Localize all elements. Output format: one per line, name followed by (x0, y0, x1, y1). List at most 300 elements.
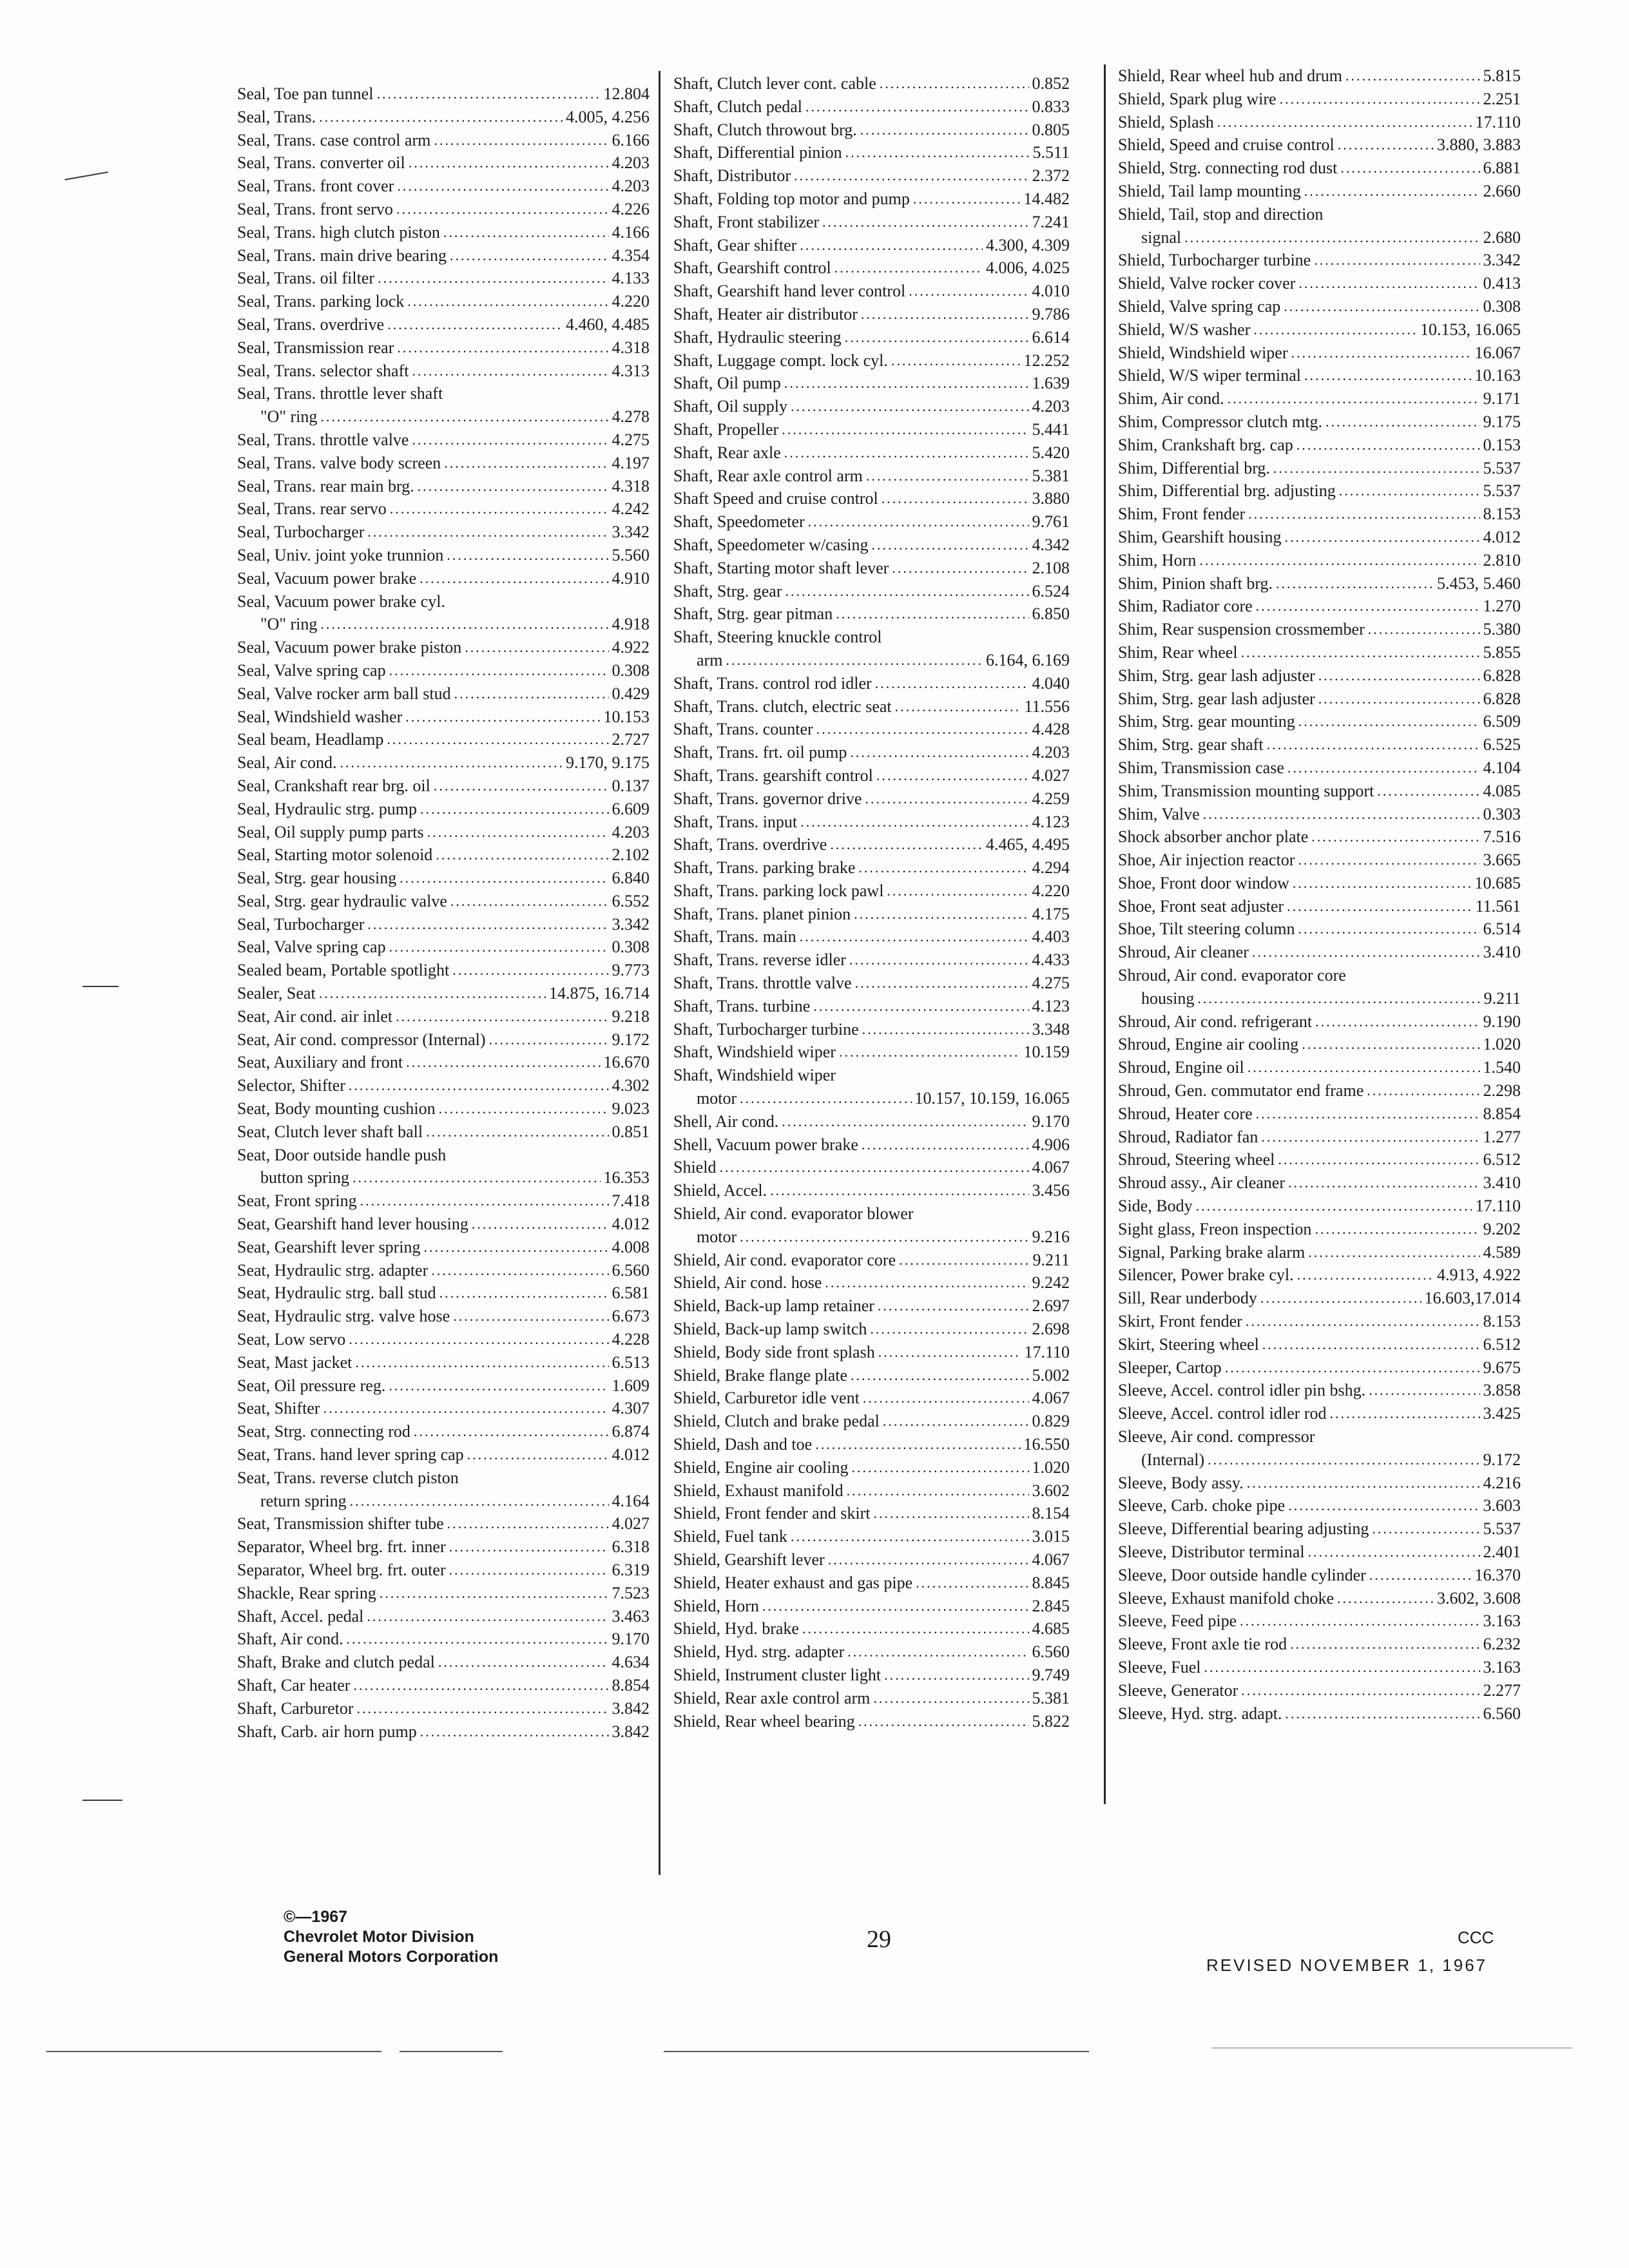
entry-label: Shaft, Trans. governor drive (673, 789, 862, 808)
entry-page-ref: 6.166 (612, 130, 650, 149)
entry-label: Shim, Radiator core (1118, 597, 1253, 616)
index-column-2 (673, 72, 1070, 1733)
index-entry (673, 1548, 1070, 1571)
index-entry (237, 198, 650, 221)
index-entry (673, 234, 1070, 257)
entry-label: Shaft, Rear axle (673, 443, 781, 462)
leader-dots (1298, 849, 1480, 872)
entry-label: Shim, Strg. gear shaft (1118, 735, 1264, 754)
entry-page-ref: 5.537 (1483, 1519, 1521, 1539)
entry-label: Shroud assy., Air cleaner (1118, 1173, 1285, 1193)
leader-dots (1288, 1171, 1480, 1195)
leader-dots (882, 487, 1029, 510)
leader-dots (419, 567, 608, 590)
entry-page-ref: 2.845 (1032, 1596, 1070, 1615)
entry-page-ref: 2.401 (1483, 1542, 1521, 1561)
index-entry (237, 1097, 650, 1120)
index-entry (1118, 1195, 1521, 1218)
index-entry (237, 659, 650, 682)
entry-label: Seal, Strg. gear hydraulic valve (237, 891, 447, 910)
leader-dots (1276, 572, 1434, 595)
entry-page-ref: 9.761 (1032, 512, 1070, 532)
entry-page-ref: 4.067 (1032, 1389, 1070, 1408)
entry-page-ref: 6.232 (1483, 1635, 1521, 1654)
entry-label: Shield, Back-up lamp retainer (673, 1296, 874, 1316)
leader-dots (847, 1479, 1029, 1503)
entry-label: Shield, Brake flange plate (673, 1365, 848, 1385)
leader-dots (1318, 687, 1480, 711)
entry-label: Shaft, Strg. gear pitman (673, 604, 833, 624)
entry-page-ref: 2.102 (612, 845, 650, 865)
leader-dots (1208, 1448, 1480, 1472)
index-entry (237, 1236, 650, 1259)
entry-label: Shaft, Strg. gear (673, 581, 782, 601)
index-entry (237, 590, 650, 637)
entry-label: Shaft, Trans. reverse idler (673, 950, 846, 970)
leader-dots (406, 1051, 600, 1074)
entry-label: Shield, Tail, stop and direction (1118, 204, 1324, 224)
entry-page-ref: 4.027 (612, 1514, 650, 1533)
leader-dots (320, 613, 608, 636)
entry-label: Shaft, Rear axle control arm (673, 466, 863, 485)
leader-dots (1273, 457, 1480, 480)
scan-mark (82, 1800, 122, 1801)
entry-page-ref: 1.020 (1483, 1035, 1521, 1054)
entry-page-ref: 9.171 (1483, 389, 1521, 408)
entry-label: Seal, Valve spring cap (237, 660, 386, 680)
entry-page-ref: 3.456 (1032, 1181, 1070, 1200)
index-entry (1118, 1564, 1521, 1587)
leader-dots (862, 1133, 1029, 1157)
entry-label: Shroud, Heater core (1118, 1104, 1253, 1123)
leader-dots (418, 475, 609, 498)
entry-label: Shaft, Trans. planet pinion (673, 904, 851, 923)
entry-page-ref: 6.881 (1483, 159, 1521, 178)
index-entry (1118, 133, 1521, 157)
index-entry (237, 497, 650, 521)
index-entry (1118, 249, 1521, 272)
index-entry (237, 1074, 650, 1097)
entry-page-ref: 3.348 (1032, 1019, 1070, 1039)
entry-page-ref: 4.313 (612, 361, 650, 380)
index-entry (1118, 1287, 1521, 1310)
entry-page-ref: 3.463 (612, 1606, 650, 1626)
index-entry (1118, 1356, 1521, 1379)
entry-page-ref: 4.085 (1483, 781, 1521, 800)
entry-page-ref: 2.697 (1032, 1296, 1070, 1316)
entry-label: Separator, Wheel brg. frt. inner (237, 1537, 446, 1557)
leader-dots (439, 1097, 609, 1120)
leader-dots (1248, 503, 1480, 526)
entry-label: Shaft, Front stabilizer (673, 212, 820, 231)
index-entry (237, 428, 650, 452)
leader-dots (472, 1213, 609, 1236)
entry-label: Sill, Rear underbody (1118, 1289, 1257, 1308)
entry-page-ref: 2.298 (1483, 1081, 1521, 1100)
index-entry (237, 1535, 650, 1559)
entry-label: Seat, Air cond. air inlet (237, 1006, 393, 1026)
entry-label: Seal, Valve rocker arm ball stud (237, 684, 451, 703)
entry-page-ref: 2.727 (612, 730, 650, 749)
entry-label: Seal, Trans. selector shaft (237, 361, 409, 380)
entry-label: Shim, Valve (1118, 804, 1200, 823)
entry-page-ref: 8.854 (1483, 1104, 1521, 1123)
entry-continuation: return spring (260, 1491, 347, 1510)
index-entry (1118, 387, 1521, 410)
leader-dots (376, 82, 600, 106)
entry-label: Shaft, Car heater (237, 1675, 351, 1695)
leader-dots (726, 649, 983, 672)
index-entry (1118, 1010, 1521, 1033)
index-entry (237, 1443, 650, 1466)
index-entry (1118, 618, 1521, 641)
index-entry (673, 280, 1070, 303)
entry-label: Seat, Oil pressure reg. (237, 1376, 386, 1395)
entry-page-ref: 4.906 (1032, 1135, 1070, 1154)
index-entry (1118, 872, 1521, 895)
entry-page-ref: 4.278 (612, 407, 650, 427)
entry-label: Seal, Air cond. (237, 753, 337, 773)
entry-label: Seat, Transmission shifter tube (237, 1514, 444, 1533)
entry-label: Sleeve, Front axle tie rod (1118, 1635, 1287, 1654)
index-entry (673, 256, 1070, 280)
index-entry (673, 1318, 1070, 1341)
entry-label: Shield, Carburetor idle vent (673, 1389, 860, 1408)
leader-dots (389, 659, 609, 682)
entry-page-ref: 0.851 (612, 1122, 650, 1141)
entry-page-ref: 7.516 (1483, 827, 1521, 847)
entry-page-ref: 6.874 (612, 1422, 650, 1441)
index-entry (237, 313, 650, 336)
entry-label: Shoe, Front seat adjuster (1118, 896, 1284, 916)
leader-dots (1262, 1333, 1480, 1356)
entry-page-ref: 3.342 (612, 914, 650, 934)
index-entry (673, 1294, 1070, 1318)
entry-label: Shaft, Trans. parking lock pawl (673, 881, 884, 900)
entry-page-ref: 9.211 (1483, 988, 1521, 1008)
index-entry (1118, 1148, 1521, 1171)
entry-page-ref: 6.609 (612, 799, 650, 818)
entry-label: Shaft, Trans. overdrive (673, 835, 827, 854)
leader-dots (319, 982, 546, 1005)
entry-label: Shaft, Windshield wiper (673, 1066, 836, 1085)
entry-label: Shock absorber anchor plate (1118, 827, 1309, 847)
entry-page-ref: 3.842 (612, 1722, 650, 1741)
leader-dots (387, 728, 608, 751)
leader-dots (916, 1571, 1028, 1595)
index-entry (1118, 1402, 1521, 1425)
index-entry (1118, 64, 1521, 88)
entry-label: Shield (673, 1158, 717, 1177)
entry-label: Shield, Hyd. strg. adapter (673, 1642, 845, 1662)
entry-page-ref: 6.319 (612, 1561, 650, 1579)
index-entry (237, 1374, 650, 1398)
entry-label: Seat, Mast jacket (237, 1352, 352, 1372)
entry-label: Separator, Wheel brg. frt. outer (237, 1561, 446, 1579)
leader-dots (319, 106, 563, 129)
leader-dots (412, 428, 608, 452)
leader-dots (880, 72, 1029, 95)
entry-page-ref: 0.303 (1483, 804, 1521, 823)
entry-label: Seal, Trans. valve body screen (237, 453, 441, 472)
leader-dots (397, 175, 608, 198)
index-entry (673, 1664, 1070, 1687)
index-entry (673, 1249, 1070, 1272)
index-entry (1118, 318, 1521, 341)
entry-label: Seal, Turbocharger (237, 523, 365, 542)
entry-page-ref: 6.581 (612, 1283, 650, 1303)
index-entry (237, 774, 650, 798)
leader-dots (1199, 549, 1480, 572)
index-entry (237, 1351, 650, 1374)
index-entry (237, 1651, 650, 1674)
entry-label: Seat, Shifter (237, 1399, 320, 1418)
entry-page-ref: 3.425 (1483, 1404, 1521, 1423)
index-entry (237, 751, 650, 774)
index-entry (237, 913, 650, 936)
entry-page-ref: 9.023 (612, 1099, 650, 1119)
footer-rule (400, 2051, 503, 2052)
entry-label: Seal, Trans. main drive bearing (237, 245, 447, 265)
entry-label: Seal, Trans. converter oil (237, 153, 405, 173)
entry-label: Seat, Hydraulic strg. ball stud (237, 1283, 436, 1303)
index-entry (237, 1120, 650, 1144)
entry-label: Shaft, Oil pump (673, 374, 781, 393)
leader-dots (845, 141, 1030, 164)
entry-page-ref: 9.218 (612, 1006, 650, 1026)
entry-label: Seal, Strg. gear housing (237, 869, 397, 888)
leader-dots (409, 151, 609, 175)
entry-label: Seat, Clutch lever shaft ball (237, 1122, 423, 1141)
leader-dots (740, 1087, 911, 1110)
index-entry (1118, 1102, 1521, 1126)
index-entry (673, 1387, 1070, 1410)
entry-label: Shield, Windshield wiper (1118, 343, 1288, 362)
entry-page-ref: 2.108 (1032, 558, 1070, 577)
entry-page-ref: 8.845 (1032, 1573, 1070, 1592)
entry-page-ref: 3.665 (1483, 850, 1521, 870)
index-entry (237, 151, 650, 175)
leader-dots (800, 925, 1029, 948)
entry-page-ref: 6.509 (1483, 712, 1521, 731)
index-entry (237, 175, 650, 198)
leader-dots (782, 418, 1028, 441)
index-entry (1118, 1033, 1521, 1056)
entry-page-ref: 0.429 (612, 684, 650, 703)
entry-label: Shield, Front fender and skirt (673, 1504, 871, 1523)
entry-label: Seal, Trans. case control arm (237, 130, 431, 149)
index-entry (1118, 1379, 1521, 1402)
entry-label: Shim, Crankshaft brg. cap (1118, 435, 1293, 454)
entry-label: Shaft, Brake and clutch pedal (237, 1653, 435, 1672)
index-entry (673, 95, 1070, 119)
leader-dots (454, 682, 609, 706)
index-entry (237, 1674, 650, 1697)
leader-dots (876, 764, 1029, 787)
leader-dots (390, 497, 609, 521)
leader-dots (1338, 133, 1434, 157)
index-entry (673, 811, 1070, 834)
entry-continuation: motor (697, 1227, 737, 1246)
leader-dots (800, 811, 1028, 834)
index-entry (1118, 803, 1521, 826)
index-entry (673, 1064, 1070, 1110)
entry-label: Seat, Body mounting cushion (237, 1099, 436, 1119)
leader-dots (858, 856, 1028, 879)
entry-label: Shaft, Trans. turbine (673, 996, 811, 1015)
index-entry (1118, 457, 1521, 480)
index-entry (1118, 1541, 1521, 1564)
entry-page-ref: 14.482 (1023, 189, 1070, 208)
entry-page-ref: 9.170, 9.175 (566, 753, 650, 773)
entry-page-ref: 4.685 (1032, 1619, 1070, 1639)
entry-page-ref: 0.137 (612, 776, 650, 795)
index-entry (1118, 1494, 1521, 1517)
leader-dots (895, 695, 1021, 718)
entry-page-ref: 6.525 (1483, 735, 1521, 754)
entry-page-ref: 17.110 (1475, 112, 1521, 131)
leader-dots (426, 1120, 608, 1144)
leader-dots (855, 972, 1029, 995)
entry-label: Shield, Strg. connecting rod dust (1118, 159, 1338, 178)
entry-label: Seal, Vacuum power brake cyl. (237, 591, 445, 611)
entry-label: Shaft, Folding top motor and pump (673, 189, 910, 208)
entry-label: Shield, Turbocharger turbine (1118, 251, 1311, 270)
index-entry (237, 1512, 650, 1535)
index-entry (1118, 503, 1521, 526)
entry-label: Seat, Front spring (237, 1191, 357, 1211)
leader-dots (450, 244, 609, 267)
leader-dots (407, 290, 608, 313)
leader-dots (784, 372, 1029, 395)
entry-label: Shaft, Trans. gearshift control (673, 765, 873, 785)
leader-dots (1325, 410, 1480, 434)
leader-dots (431, 1259, 608, 1282)
entry-label: Seal, Vacuum power brake piston (237, 638, 462, 657)
index-entry (673, 395, 1070, 418)
entry-page-ref: 3.163 (1483, 1657, 1521, 1677)
index-entry (1118, 1218, 1521, 1241)
leader-dots (396, 1005, 608, 1028)
column-divider-left (659, 71, 660, 1875)
entry-page-ref: 0.833 (1032, 97, 1070, 116)
leader-dots (400, 867, 608, 890)
index-entry (237, 1559, 650, 1582)
leader-dots (1197, 987, 1480, 1010)
entry-page-ref: 0.852 (1032, 74, 1070, 93)
index-entry (237, 106, 650, 129)
entry-page-ref: 6.552 (612, 891, 650, 910)
index-entry (237, 544, 650, 567)
leader-dots (1315, 1010, 1480, 1033)
leader-dots (791, 1525, 1029, 1548)
entry-page-ref: 16.550 (1023, 1435, 1070, 1454)
index-entry (673, 326, 1070, 349)
leader-dots (1298, 272, 1480, 295)
entry-page-ref: 4.342 (1032, 535, 1070, 554)
leader-dots (367, 521, 608, 544)
entry-page-ref: 5.380 (1483, 620, 1521, 639)
entry-label: Shield, Heater exhaust and gas pipe (673, 1573, 913, 1592)
entry-label: Shaft, Distributor (673, 166, 791, 186)
entry-page-ref: 8.154 (1032, 1504, 1070, 1523)
leader-dots (380, 1582, 609, 1605)
leader-dots (465, 636, 608, 659)
entry-label: Shaft, Trans. clutch, electric seat (673, 697, 892, 716)
leader-dots (340, 751, 563, 774)
index-entry (673, 557, 1070, 580)
entry-continuation: housing (1141, 988, 1195, 1008)
entry-label: Seal, Trans. (237, 107, 316, 126)
leader-dots (1203, 803, 1480, 826)
index-entry (237, 843, 650, 867)
column-divider-right (1104, 64, 1106, 1804)
footer-rule (664, 2051, 1089, 2052)
leader-dots (1302, 1033, 1480, 1056)
index-entry (673, 1110, 1070, 1133)
entry-label: Sleeve, Exhaust manifold choke (1118, 1588, 1335, 1608)
index-entry (1118, 1702, 1521, 1725)
entry-page-ref: 11.561 (1475, 896, 1521, 916)
entry-page-ref: 4.133 (612, 269, 650, 288)
index-entry (673, 903, 1070, 926)
index-entry (673, 1018, 1070, 1041)
scan-mark (82, 986, 119, 987)
index-entry (237, 475, 650, 498)
index-entry (237, 1005, 650, 1028)
entry-label: Shaft, Steering knuckle control (673, 628, 882, 647)
entry-label: Shaft, Windshield wiper (673, 1043, 836, 1062)
leader-dots (405, 706, 600, 729)
leader-dots (1253, 318, 1417, 341)
entry-label: Shield, Hyd. brake (673, 1619, 799, 1639)
leader-dots (1337, 1587, 1434, 1610)
entry-label: Shield, Accel. (673, 1181, 767, 1200)
index-entry (1118, 180, 1521, 203)
entry-page-ref: 4.302 (612, 1076, 650, 1095)
entry-label: Shaft, Trans. throttle valve (673, 974, 852, 993)
leader-dots (891, 349, 1021, 372)
index-entry (1118, 1610, 1521, 1633)
entry-page-ref: 4.008 (612, 1237, 650, 1256)
copyright-block (284, 1907, 498, 1967)
index-entry (237, 1259, 650, 1282)
entry-label: Shim, Front fender (1118, 505, 1246, 524)
index-entry (673, 372, 1070, 395)
entry-label: Shield, Instrument cluster light (673, 1665, 882, 1684)
entry-page-ref: 5.381 (1032, 466, 1070, 485)
leader-dots (1287, 895, 1472, 918)
index-entry (1118, 849, 1521, 872)
entry-label: Seal, Hydraulic strg. pump (237, 799, 417, 818)
leader-dots (851, 1364, 1028, 1387)
entry-page-ref: 3.602 (1032, 1481, 1070, 1500)
leader-dots (850, 741, 1028, 764)
leader-dots (1304, 364, 1471, 387)
index-entry (673, 1341, 1070, 1364)
index-entry (237, 1420, 650, 1443)
entry-label: Shell, Vacuum power brake (673, 1135, 858, 1154)
entry-label: Shoe, Tilt steering column (1118, 919, 1295, 939)
index-entry (673, 1571, 1070, 1595)
index-entry (237, 1397, 650, 1420)
leader-dots (875, 672, 1029, 695)
entry-continuation: arm (697, 650, 723, 669)
entry-label: Sleeve, Accel. control idler pin bshg. (1118, 1381, 1366, 1400)
entry-page-ref: 4.220 (612, 292, 650, 311)
leader-dots (447, 1512, 609, 1535)
entry-page-ref: 5.822 (1032, 1711, 1070, 1731)
